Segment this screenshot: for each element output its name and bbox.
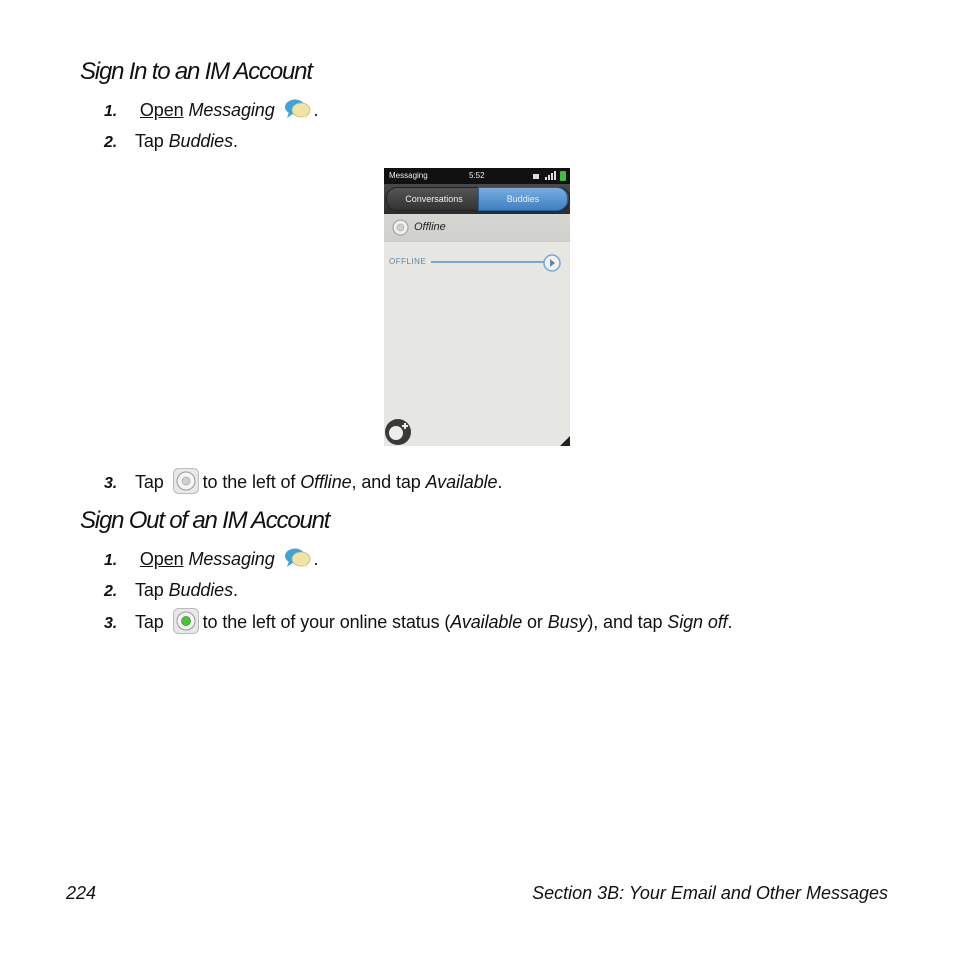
punctuation: . <box>497 471 503 492</box>
phone-screenshot <box>384 168 570 446</box>
busy-label: Busy <box>547 611 588 632</box>
step-number: 2. <box>104 134 118 151</box>
page-number: 224 <box>66 883 97 903</box>
sign-out-step-2 <box>104 579 238 603</box>
step-text: , and tap <box>351 471 426 492</box>
sign-out-step-1 <box>104 548 318 572</box>
punctuation: . <box>313 100 319 120</box>
messaging-icon <box>284 547 312 569</box>
step-text: to the left of your online status ( <box>202 611 451 632</box>
view-toggle <box>384 184 570 214</box>
punctuation: . <box>313 549 319 569</box>
status-radio-icon <box>173 468 199 494</box>
sign-in-step-2 <box>104 130 238 154</box>
buddies-label: Buddies <box>168 580 233 600</box>
tab-buddies[interactable]: Buddies <box>478 187 568 211</box>
step-number: 3. <box>104 474 118 492</box>
section-title: Section 3B: Your Email and Other Messages <box>532 883 888 903</box>
step-text: Tap <box>135 471 164 492</box>
step-text: Tap <box>135 611 164 632</box>
sign-out-step-3 <box>104 610 732 636</box>
punctuation: . <box>232 580 238 600</box>
available-label: Available <box>450 611 523 632</box>
sign-off-label: Sign off <box>667 611 728 632</box>
phone-status-bar <box>384 168 570 184</box>
status-bar-time: 5:52 <box>469 171 485 180</box>
app-name: Messaging <box>188 549 275 569</box>
online-status-icon <box>173 608 199 634</box>
status-bar-title: Messaging <box>389 171 428 180</box>
step-number: 1. <box>104 103 118 120</box>
expand-arrow-icon[interactable] <box>542 253 562 273</box>
my-status-row[interactable] <box>384 214 570 242</box>
corner-decoration <box>560 436 570 446</box>
add-buddy-icon[interactable] <box>384 418 412 446</box>
open-link[interactable]: Open <box>139 549 184 569</box>
step-number: 1. <box>104 552 118 569</box>
step-text: Tap <box>135 131 169 151</box>
status-value: Offline <box>414 221 446 233</box>
step-text: or <box>522 611 548 632</box>
signal-battery-icon <box>533 171 567 181</box>
buddies-label: Buddies <box>168 131 233 151</box>
offline-group-divider <box>431 261 549 263</box>
available-label: Available <box>425 471 498 492</box>
offline-group-label: OFFLINE <box>389 257 427 266</box>
open-link[interactable]: Open <box>139 100 184 120</box>
step-number: 3. <box>104 614 118 632</box>
heading-sign-in: Sign In to an IM Account <box>80 58 312 85</box>
app-name: Messaging <box>188 100 275 120</box>
step-text: Tap <box>135 580 169 600</box>
tab-conversations-label: Conversations <box>405 194 463 204</box>
punctuation: . <box>232 131 238 151</box>
status-radio-icon[interactable] <box>392 219 409 236</box>
heading-sign-out: Sign Out of an IM Account <box>80 507 330 534</box>
step-number: 2. <box>104 583 118 600</box>
messaging-icon <box>284 98 312 120</box>
sign-in-step-3 <box>104 470 502 496</box>
step-text: to the left of <box>202 471 301 492</box>
sign-in-step-1 <box>104 99 318 123</box>
step-text: ), and tap <box>587 611 668 632</box>
offline-label: Offline <box>300 471 352 492</box>
punctuation: . <box>727 611 733 632</box>
